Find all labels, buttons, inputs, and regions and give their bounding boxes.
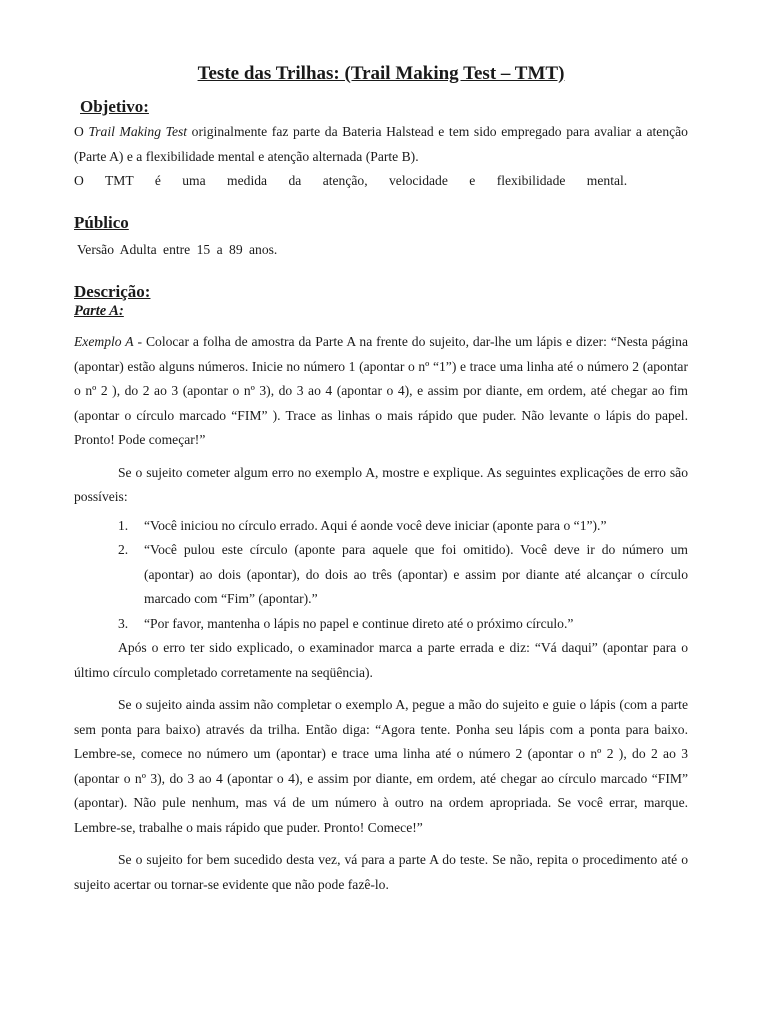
- objetivo-paragraph-1: [74, 120, 688, 169]
- objetivo-prefix: O: [74, 124, 89, 139]
- apos-erro-paragraph: Após o erro ter sido explicado, o examinador marca a parte errada e diz: “Vá daqui” (apontar para o último círculo completado corretamente na seqüência).: [74, 640, 688, 680]
- objetivo-italic-term: Trail Making Test: [88, 124, 188, 139]
- section-objetivo: [80, 96, 688, 118]
- objetivo-paragraph-2: O TMT é uma medida da atenção, velocidade e flexibilidade mental.: [74, 173, 628, 188]
- heading-objetivo: Objetivo:: [80, 97, 149, 116]
- list-item-text: “Por favor, mantenha o lápis no papel e continue direto até o próximo círculo.”: [144, 615, 574, 631]
- list-item: [74, 612, 688, 637]
- document-page: [74, 62, 688, 897]
- list-item-number: 3.: [118, 615, 129, 631]
- subheading-parte-a: Parte A:: [74, 303, 124, 319]
- objetivo-rest: originalmente faz parte da Bateria Halstead e tem sido empregado para avaliar a atenção (Parte A) e a flexibilidade mental e atenção alternada (Parte B).: [74, 124, 688, 164]
- heading-descricao: Descrição:: [74, 282, 151, 301]
- list-item-text: “Você iniciou no círculo errado. Aqui é aonde você deve iniciar (aponte para o “1”).”: [144, 517, 607, 533]
- list-item-number: 1.: [118, 517, 129, 533]
- exemplo-a-text: - Colocar a folha de amostra da Parte A na frente do sujeito, dar-lhe um lápis e dizer: “Nesta página (apontar) estão alguns números. Inicie no número 1 (apontar o nº “1”) e trace uma linha até o número 2 (apontar o nº 2 ), do 2 ao 3 (apontar o nº 3), do 3 ao 4 (apontar o 4), e assim por diante, em ordem, até chegar ao fim (apontar o círculo marcado “FIM” ). Trace as linhas o mais rápido que puder. Não levante o lápis do papel. Pronto! Pode começar!”: [74, 334, 689, 447]
- exemplo-a-label: Exemplo A: [74, 334, 134, 349]
- sucesso-paragraph: Se o sujeito for bem sucedido desta vez, vá para a parte A do teste. Se não, repita o procedimento até o sujeito acertar ou tornar-se evidente que não pode fazê-lo.: [74, 852, 688, 892]
- list-item-number: 2.: [118, 542, 129, 557]
- erro-intro-paragraph: Se o sujeito cometer algum erro no exemplo A, mostre e explique. As seguintes explicações de erro são possíveis:: [74, 464, 688, 504]
- list-item-text: “Você pulou este círculo (aponte para aquele que foi omitido). Você deve ir do número um (apontar) ao dois (apontar), do dois ao três (apontar) e assim por diante até alcançar o círculo marcado com “Fim” (apontar).”: [144, 542, 688, 606]
- heading-publico: Público: [74, 212, 129, 232]
- se-nao-completar-paragraph: Se o sujeito ainda assim não completar o exemplo A, pegue a mão do sujeito e guie o lápis (com a parte sem ponta para baixo) através da trilha. Então diga: “Agora tente. Ponha seu lápis com a ponta para baixo. Lembre-se, comece no número um (apontar) e trace uma linha até o número 2 (apontar o nº 2 ), do 2 ao 3 (apontar o nº 3), do 3 ao 4 (apontar o 4), e assim por diante, em ordem, até chegar ao círculo marcado “FIM” (apontar). Não pule nenhum, mas vá de um número à outro na ordem apropriada. Se você errar, marque. Lembre-se, trabalhe o mais rápido que puder. Pronto! Comece!”: [74, 697, 688, 835]
- publico-text: Versão Adulta entre 15 a 89 anos.: [77, 241, 278, 257]
- document-title: Teste das Trilhas: (Trail Making Test – TMT): [197, 63, 565, 84]
- list-item: [74, 538, 688, 612]
- list-item: [74, 514, 688, 539]
- exemplo-a-paragraph: [74, 330, 688, 453]
- error-explanations-list: [74, 514, 688, 637]
